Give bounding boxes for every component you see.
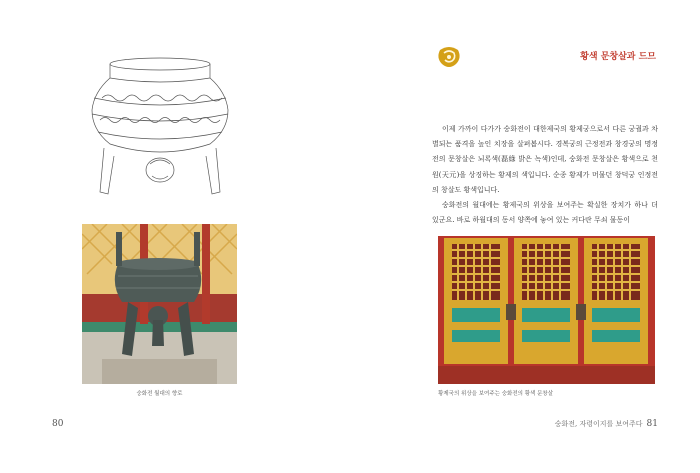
- paragraph: 이제 가까이 다가가 숭화전이 대한제국의 황제궁으로서 다른 궁궐과 차별되는 품격을 높인 치장을 살펴봅시다. 경복궁의 근정전과 창경궁의 명정전의 문창살은 뇌록색(磊綠 밝은 녹색)인데, 숭화전 문창살은 황색으로 천원(天元)을 상징하는 황제의 색입니다. 순종 황제가 머물던 창덕궁 인정전의 창살도 황색입니다.: [432, 125, 658, 194]
- page-footer-right: [555, 419, 658, 429]
- doors-photo-caption: 황제국의 위상을 보여주는 숭화전의 황색 문창살: [438, 391, 554, 397]
- censer-photo-caption: 숭화전 월대의 향로: [136, 391, 183, 397]
- censer-photo: [82, 224, 237, 384]
- censer-sketch-illustration: [80, 52, 240, 212]
- page-number-right: 81: [646, 419, 658, 429]
- running-title: 숭화전, 자령이지를 보여주다: [554, 420, 643, 428]
- yellow-lattice-doors-photo: [438, 236, 655, 384]
- section-emblem-icon: [436, 44, 462, 70]
- section-title: 황색 문창살과 드므: [580, 52, 656, 62]
- paragraph: 숭화전의 월대에는 황제국의 위상을 보여주는 확실한 장치가 하나 더 있군요. 바로 하월대의 동서 양쪽에 놓여 있는 커다란 무쇠 물동이: [432, 201, 658, 225]
- page-number-left: 80: [52, 419, 64, 429]
- body-text: [432, 122, 658, 228]
